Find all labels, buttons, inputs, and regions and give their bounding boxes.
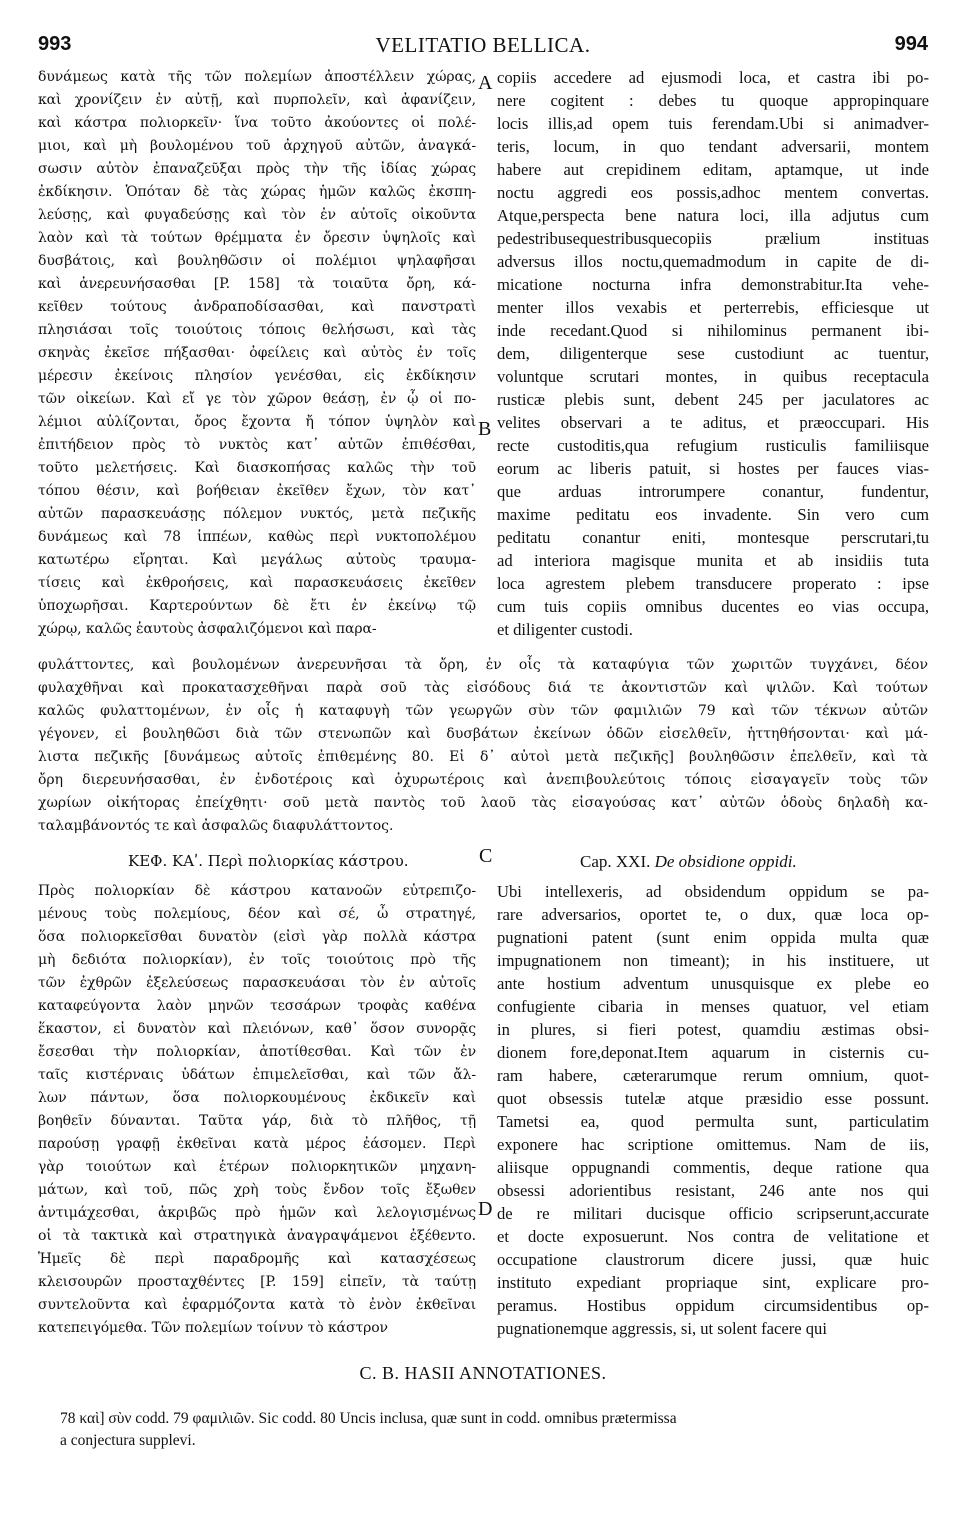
latin-text-line: peramus. Hostibus oppidum circumsidentibus op- bbox=[497, 1296, 929, 1315]
greek-text-line: τόπου θέσιν, καὶ βοήθειαν ἐκεῖθεν ἔχων, τὸν κατ᾽ bbox=[38, 483, 476, 499]
latin-chapter-number: Cap. XXI. bbox=[580, 852, 651, 871]
greek-text-line: ἐπιτήδειον πρὸς τὸ νυκτὸς κατ᾽ αὐτῶν ἐπιθέσθαι, bbox=[38, 437, 476, 453]
latin-text-line: dionem fore,deponat.Item aquarum in cisternis cu- bbox=[497, 1043, 929, 1062]
greek-text-line: γέγονεν, εἰ βουληθῶσι διὰ τῶν στενωπῶν καὶ δυσβάτων ἐκείνων ὁδῶν εἰσελθεῖν, ἡττηθήσονται· καὶ μά- bbox=[38, 726, 928, 742]
greek-text-line: κατεπειγόμεθα. Τῶν πολεμίων τοίνυν τὸ κάστρον bbox=[38, 1320, 388, 1336]
greek-text-line: τῶν ἐχθρῶν ἐξελεύσεως παρασκευάσαι τὸν ἐν αὐτοῖς bbox=[38, 975, 476, 991]
greek-text-line: τοῦτο μελετήσεις. Καὶ διασκοπήσας καλῶς τὴν τοῦ bbox=[38, 460, 476, 476]
latin-text-line: et docte exposuerunt. Nos contra de velitatione et bbox=[497, 1227, 929, 1246]
latin-text-line: voluntque scrutari montes, in quibus receptacula bbox=[497, 367, 929, 386]
greek-text-line: κεῖθεν τούτους ἀνδραποδίσασθαι, καὶ πανστρατὶ bbox=[38, 299, 476, 315]
greek-text-line: κλεισουρῶν προσταχθέντες [P. 159] εἰπεῖν, τὰ ταύτῃ bbox=[38, 1274, 476, 1290]
latin-text-line: ante hostium adventum unusquisque ex plebe eo bbox=[497, 974, 929, 993]
greek-text-line: χωρίων οἰκήτορας ἐπείχθητι· σοῦ μετὰ παντὸς τοῦ λαοῦ τὰς εἰσαγούσας κατ᾽ αὐτῶν ὁδοὺς δηλαδὴ κα- bbox=[38, 795, 928, 811]
greek-text-line: ἕκαστον, εἰ δυνατὸν καὶ πλειόνων, καθ᾽ ὅσον συνορᾷς bbox=[38, 1021, 476, 1037]
latin-text-line: ad interiora magisque munita et ab insidiis tuta bbox=[497, 551, 929, 570]
latin-chapter-title: De obsidione oppidi. bbox=[654, 852, 797, 871]
greek-text-line: καὶ ἀνερευνήσασθαι [P. 158] τὰ τοιαῦτα ὄρη, κά- bbox=[38, 276, 476, 292]
latin-text-line: inde recedant.Quod si nihilominus permanent ibi- bbox=[497, 321, 929, 340]
latin-text-line: menter illos vexabis et perterrebis, efficiesque ut bbox=[497, 298, 929, 317]
latin-text-line: exponere hac scriptione omittemus. Nam de iis, bbox=[497, 1135, 929, 1154]
greek-column-bottom bbox=[38, 880, 476, 1340]
greek-text-line: μάτων, καὶ τοῦ, πῶς χρὴ τοὺς ἔνδον τοῖς ἔξωθεν bbox=[38, 1182, 476, 1198]
greek-text-line: λεύσῃς, καὶ φυγαδεύσῃς καὶ τὸν ἐν αὐτοῖς οἰκοῦντα bbox=[38, 207, 476, 223]
latin-text-line: de re militari ducisque officio scripserunt,accurate bbox=[497, 1204, 929, 1223]
greek-text-line: μένους τοὺς πολεμίους, δέον καὶ σέ, ὦ στρατηγέ, bbox=[38, 906, 476, 922]
greek-text-line: Πρὸς πολιορκίαν δὲ κάστρου κατανοῶν εὐτρεπιζο- bbox=[38, 883, 476, 899]
latin-text-line: pedestribusequestribusquecopiis prælium instituas bbox=[497, 229, 929, 248]
latin-text-line: occupatione claustrorum dicere jussi, quæ huic bbox=[497, 1250, 929, 1269]
greek-text-line: καὶ κάστρα πολιορκεῖν· ἵνα τοῦτο ἀκούοντες οἱ πολέ- bbox=[38, 115, 476, 131]
latin-text-line: copiis accedere ad ejusmodi loca, et castra ibi po- bbox=[497, 68, 929, 87]
latin-text-line: habere aut crepidinem editam, aptamque, ut inde bbox=[497, 160, 929, 179]
greek-text-line: καταφεύγοντα λαὸν μηνῶν τεσσάρων τροφὰς καθένα bbox=[38, 998, 476, 1014]
greek-text-line: ἔσεσθαι τὴν πολιορκίαν, ἀποτίθεσθαι. Καὶ τῶν ἐν bbox=[38, 1044, 476, 1060]
margin-marker-d: D bbox=[478, 1198, 493, 1220]
latin-text-line: impugnationem non timeant); in his instituere, ut bbox=[497, 951, 929, 970]
page-number-right: 994 bbox=[894, 33, 928, 55]
greek-text-line: δυνάμεως καὶ 78 ἱππέων, καθὼς περὶ νυκτοπολέμου bbox=[38, 529, 476, 545]
latin-text-line: obsessi adorientibus resistant, 246 ante nos qui bbox=[497, 1181, 929, 1200]
greek-text-line: σκηνὰς ἐκεῖσε πήξασθαι· ὀφείλεις καὶ αὐτὸς ἐν τοῖς bbox=[38, 345, 476, 361]
greek-text-line: οἱ τὰ τακτικὰ καὶ στρατηγικὰ ἀναγραψάμενοι ἐξέθεντο. bbox=[38, 1228, 476, 1244]
latin-text-line: velites observari a te aditus, et præoccupari. His bbox=[497, 413, 929, 432]
greek-text-line: μέρεσιν ἐκείνοις πλησίον γενέσθαι, εἰς ἐκδίκησιν bbox=[38, 368, 476, 384]
greek-text-line: καλῶς φυλαττομένων, ἐν οἷς ἡ καταφυγὴ τῶν γεωργῶν σὺν τῶν φαμιλιῶν 79 καὶ τῶν τέκνων αὐτῶν bbox=[38, 703, 928, 719]
latin-text-line: maxime peditatu eos invadente. Sin vero cum bbox=[497, 505, 929, 524]
greek-text-line: μὴ δεδιότα πολιορκίαν), ἐν τοῖς τοιούτοις πρὸ τῆς bbox=[38, 952, 476, 968]
greek-text-line: ὄρη διερευνήσασθαι, ἐν ἐνδοτέροις καὶ ὀχυρωτέροις καὶ ἀνεπιβουλεύτοις τόποις εἰσαγαγεῖν τοὺς τῶν bbox=[38, 772, 928, 788]
running-title: VELITATIO BELLICA. bbox=[375, 33, 591, 57]
greek-text-line: χώρῳ, καλῶς ἑαυτοὺς ἀσφαλιζόμενοι καὶ παρα- bbox=[38, 621, 377, 637]
footnote-line: 78 καὶ] σὺν codd. 79 φαμιλιῶν. Sic codd. 80 Uncis inclusa, quæ sunt in codd. omnibus prætermissa bbox=[60, 1410, 677, 1427]
latin-text-line: noctu aggredi eos possis,adhoc mentem convertas. bbox=[497, 183, 929, 202]
greek-text-line: βοηθεῖν δύνανται. Ταῦτα γάρ, διὰ τὸ πλῆθος, τῇ bbox=[38, 1113, 476, 1129]
latin-column-top bbox=[497, 66, 929, 641]
latin-text-line: ram habere, cæterarumque rerum omnium, quot- bbox=[497, 1066, 929, 1085]
latin-text-line: peditatu conantur eniti, montesque perscrutari,tu bbox=[497, 528, 929, 547]
running-header bbox=[38, 33, 928, 63]
latin-text-line: dem, diligenterque sese custodiunt ac tuentur, bbox=[497, 344, 929, 363]
latin-text-line: micatione nocturna infra demonstrabitur.Ita vehe- bbox=[497, 275, 929, 294]
latin-text-line: in plures, si fieri potest, quamdiu æstimas obsi- bbox=[497, 1020, 929, 1039]
latin-text-line: cum tuis copiis omnibus ducentes eo vias occupa, bbox=[497, 597, 929, 616]
latin-text-line: et diligenter custodi. bbox=[497, 620, 633, 639]
greek-text-line: μιοι, καὶ μὴ βουλομένου τοῦ ἀρχηγοῦ αὐτῶν, ἀναγκά- bbox=[38, 138, 476, 154]
latin-column-bottom bbox=[497, 880, 929, 1340]
greek-text-line: ὑποχωρῆσαι. Καρτερούντων δὲ ἔτι ἐν ἐκείνῳ τῷ bbox=[38, 598, 476, 614]
greek-full-width-paragraph bbox=[38, 654, 928, 838]
latin-text-line: teris, locum, in quo tendant adversarii, montem bbox=[497, 137, 929, 156]
margin-marker-a: A bbox=[478, 72, 493, 94]
latin-text-line: pugnationi patent (sunt enim oppida multa quæ bbox=[497, 928, 929, 947]
latin-text-line: recte custoditis,qua refugium rusticulis familiisque bbox=[497, 436, 929, 455]
latin-text-line: quot obsessis tutelæ atque præsidio esse possunt. bbox=[497, 1089, 929, 1108]
greek-text-line: ἀντιμάχεσθαι, ἀκριβῶς πρὸ ἡμῶν καὶ λελογισμένως bbox=[38, 1205, 476, 1221]
greek-text-line: συντελοῦντα καὶ ἐφαρμόζοντα κατὰ τὸ ἐνὸν ἐκθεῖναι bbox=[38, 1297, 476, 1313]
greek-text-line: λων πάντων, ὅσα πολιορκουμένους ἐκδικεῖν καὶ bbox=[38, 1090, 476, 1106]
latin-text-line: nere cogitent : debes tu quoque appropinquare bbox=[497, 91, 929, 110]
greek-text-line: ἐκδίκησιν. Ὁπόταν δὲ τὰς χώρας ἡμῶν καλῶς ἐκσπη- bbox=[38, 184, 476, 200]
margin-marker-c: C bbox=[479, 845, 493, 867]
annotations-heading: C. B. HASII ANNOTATIONES. bbox=[359, 1363, 607, 1383]
greek-text-line: λέμιοι αὐλίζονται, ὄρος ἔχοντα ἤ τόπον ὑψηλὸν καὶ bbox=[38, 414, 476, 430]
latin-text-line: Atque,perspecta bene natura loci, illa adjutus cum bbox=[497, 206, 929, 225]
latin-text-line: Ubi intellexeris, ad obsidendum oppidum se pa- bbox=[497, 882, 929, 901]
latin-text-line: instituto expediant propriaque sint, explicare pro- bbox=[497, 1273, 929, 1292]
greek-text-line: δυσβάτοις, καὶ βουληθῶσιν οἱ πολέμιοι ψηλαφῆσαι bbox=[38, 253, 476, 269]
greek-text-line: τῶν οἰκείων. Καὶ εἴ γε τὸν χῶρον θεάσῃ, ἐν ᾧ οἱ πο- bbox=[38, 391, 476, 407]
greek-text-line: αὐτῶν παρασκευάσῃς πόλεμον νυκτός, μετὰ πεζικῆς bbox=[38, 506, 476, 522]
greek-text-line: φυλαχθῆναι καὶ προκατασχεθῆναι παρὰ σοῦ τὰς εἰσόδους διά τε ἀκοντιστῶν καὶ ψιλῶν. Καὶ τούτων bbox=[38, 680, 928, 696]
greek-column-top bbox=[38, 66, 476, 641]
greek-text-line: λαὸν καὶ τὰ τούτων θρέμματα ἐν ὄρεσιν ὑψηλοῖς καὶ bbox=[38, 230, 476, 246]
greek-text-line: ὅσα πολιορκεῖσθαι δυνατὸν (εἰσὶ γὰρ πολλὰ κάστρα bbox=[38, 929, 476, 945]
greek-text-line: γὰρ τοιούτων καὶ ἑτέρων πολιορκητικῶν μηχανη- bbox=[38, 1159, 476, 1175]
latin-chapter-heading bbox=[580, 852, 797, 872]
latin-text-line: locis illis,ad opem tuis ferendam.Ubi si animadver- bbox=[497, 114, 929, 133]
latin-text-line: loca agrestem plebem transducere properato : ipse bbox=[497, 574, 929, 593]
greek-text-line: Ἡμεῖς δὲ περὶ παραδρομῆς καὶ κατασχέσεως bbox=[38, 1251, 476, 1267]
greek-text-line: παρούσῃ γραφῇ ἐκθεῖναι κατὰ μέρος ἐάσομεν. Περὶ bbox=[38, 1136, 476, 1152]
greek-text-line: τίσεις καὶ ἐκθροήσεις, καὶ παρασκευάσεις ἐκεῖθεν bbox=[38, 575, 476, 591]
greek-chapter-heading: ΚΕΦ. ΚΑʹ. Περὶ πολιορκίας κάστρου. bbox=[128, 852, 409, 870]
latin-text-line: adversus illos noctu,quemadmodum in capite de di- bbox=[497, 252, 929, 271]
greek-text-line: ταλαμβάνοντός τε καὶ ἀσφαλῶς διαφυλάττοντος. bbox=[38, 818, 394, 834]
greek-text-line: λιστα πεζικῆς [δυνάμεως αὐτοῖς ἐπιθεμένης 80. Εἰ δ᾽ αὐτοὶ μετὰ πεζικῆς] βουληθῶσιν ἐπελθεῖν, καὶ τὰ bbox=[38, 749, 928, 765]
greek-text-line: ταῖς κιστέρναις ὑδάτων ἐπιμελεῖσθαι, καὶ τῶν ἄλ- bbox=[38, 1067, 476, 1083]
latin-text-line: que arduas introrumpere conantur, fundentur, bbox=[497, 482, 929, 501]
latin-text-line: confugiente cibaria in menses quatuor, vel etiam bbox=[497, 997, 929, 1016]
margin-marker-b: B bbox=[478, 418, 492, 440]
latin-text-line: aliisque oppugnandi commentis, deque ratione qua bbox=[497, 1158, 929, 1177]
greek-text-line: πλησιάσαι τοῖς τοιούτοις τόποις θελήσωσι, καὶ τὰς bbox=[38, 322, 476, 338]
greek-text-line: κατωτέρω εἴρηται. Καὶ μεγάλως αὐτοὺς τραυμα- bbox=[38, 552, 476, 568]
greek-text-line: δυνάμεως κατὰ τῆς τῶν πολεμίων ἀποστέλλειν χώρας, bbox=[38, 69, 476, 85]
footnote-line: a conjectura supplevi. bbox=[60, 1432, 196, 1449]
latin-text-line: rare adversarios, oportet te, o dux, quæ loca op- bbox=[497, 905, 929, 924]
latin-text-line: eorum ac liberis patuit, si hostes per fauces vias- bbox=[497, 459, 929, 478]
page-number-left: 993 bbox=[38, 33, 72, 55]
footnotes bbox=[60, 1408, 930, 1452]
greek-text-line: σωσιν αὐτὸν ἐπαναζεῦξαι πρὸς τὴν τῆς ἰδίας χώρας bbox=[38, 161, 476, 177]
latin-text-line: pugnationemque aggressis, si, ut solent facere qui bbox=[497, 1319, 827, 1338]
latin-text-line: rusticæ plebis sunt, debent 245 per jaculatores ac bbox=[497, 390, 929, 409]
latin-text-line: Tametsi ea, quod permulta sunt, particulatim bbox=[497, 1112, 929, 1131]
greek-text-line: καὶ χρονίζειν ἐν αὐτῇ, καὶ πυρπολεῖν, καὶ ἀφανίζειν, bbox=[38, 92, 476, 108]
greek-text-line: φυλάττοντες, καὶ βουλομένων ἀνερευνῆσαι τὰ ὄρη, ἐν οἷς τὰ καταφύγια τῶν χωριτῶν τυγχάνει, δέον bbox=[38, 657, 928, 673]
